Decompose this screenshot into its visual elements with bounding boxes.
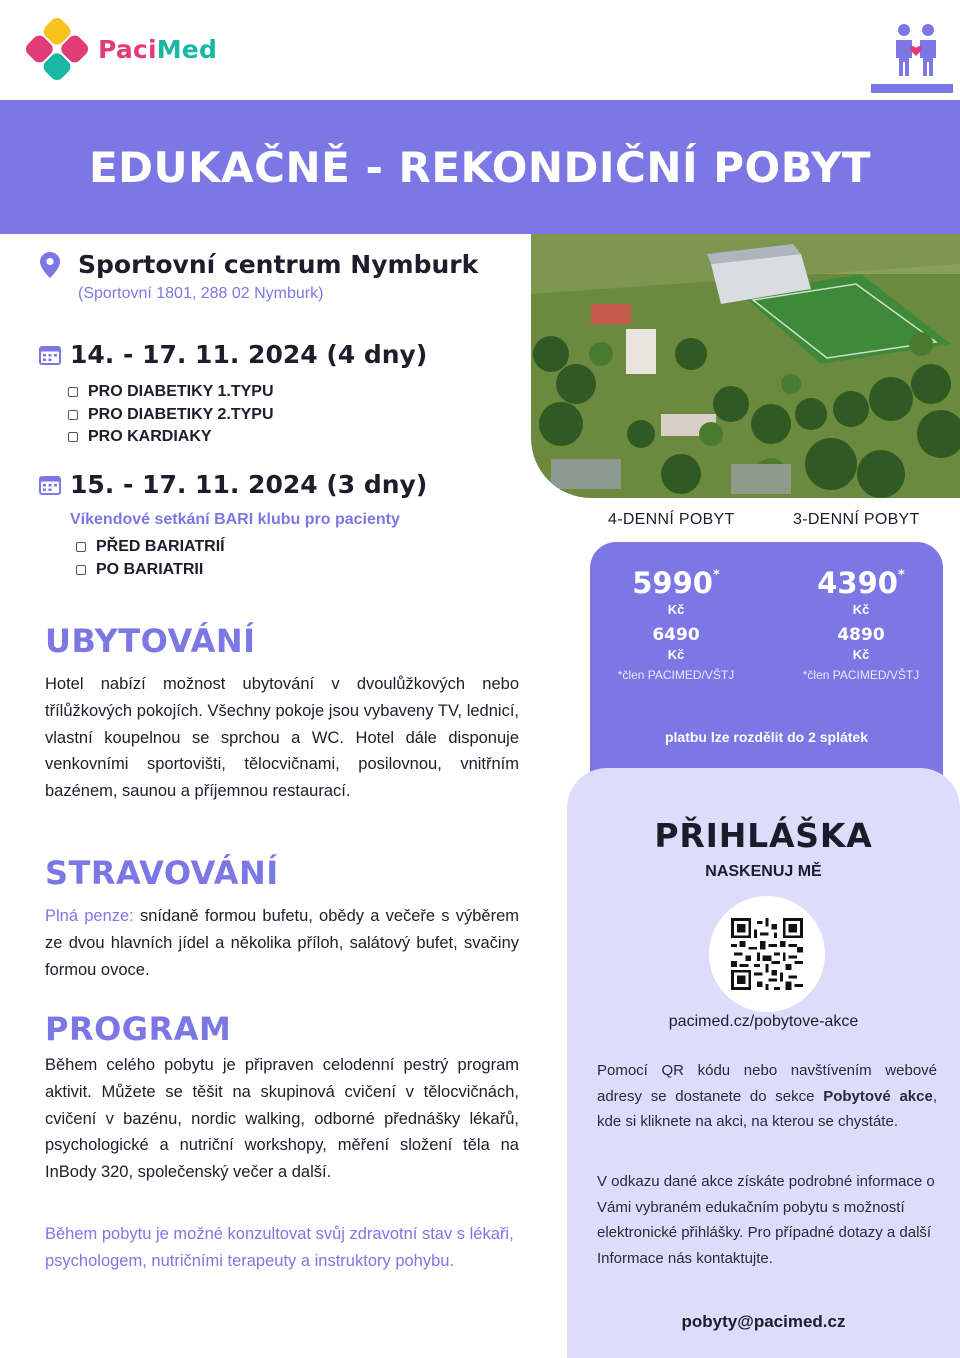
regular-price: 4890 — [837, 625, 885, 645]
list-item — [76, 559, 225, 582]
price-col-1-label: 4-DENNÍ POBYT — [608, 511, 735, 528]
program-text: Během celého pobytu je připraven celodenní pestrý program aktivit. Můžete se těšit na skupinová cvičení v tělocvičnách, cvičení v bazénu, nordic walking, odborné přednášky lékařů, psychologické a nutriční workshopy, měření složení těla na InBody 320, společenský večer a další. — [45, 1056, 519, 1182]
stay-1-dates — [38, 340, 427, 369]
stay-1-date-text: 14. - 17. 11. 2024 (4 dny) — [70, 340, 428, 369]
checkbox-icon — [76, 565, 86, 575]
catering-heading: STRAVOVÁNÍ — [45, 854, 279, 892]
price-box — [590, 542, 943, 782]
list-item — [68, 404, 274, 427]
signup-url[interactable]: pacimed.cz/pobytove-akce — [668, 1013, 859, 1030]
checkbox-icon — [76, 542, 86, 552]
bari-club-subtitle: Víkendové setkání BARI klubu pro pacienty — [70, 511, 400, 528]
brand-name-part2: Med — [156, 34, 218, 64]
currency-label: Kč — [667, 602, 685, 617]
currency-label: Kč — [852, 647, 870, 662]
stay-2-date-text: 15. - 17. 11. 2024 (3 dny) — [70, 470, 428, 499]
catering-body: snídaně formou bufetu, obědy a večeře s výběrem ze dvou hlavních jídel a několika příloh, salátový bufet, svačiny formou ovoce. — [45, 907, 519, 979]
program-heading: PROGRAM — [45, 1010, 232, 1048]
member-note: *člen PACIMED/VŠTJ — [802, 668, 920, 682]
price-col-1 — [596, 566, 756, 682]
program-note: Během pobytu je možné konzultovat svůj zdravotní stav s lékaři, psychologem, nutričními terapeuty a instruktory pohybu. — [45, 1225, 514, 1270]
list-item — [68, 381, 274, 404]
member-note: *člen PACIMED/VŠTJ — [617, 668, 735, 682]
signup-instructions: Pomocí QR kódu nebo navštívením webové adresy se dostanete do sekce Pobytové akce, kde si kliknete na akci, na kterou se chystáte. — [597, 1062, 937, 1130]
list-item — [68, 426, 274, 449]
checkbox-icon — [68, 432, 78, 442]
section-name: Pobytové akce — [823, 1087, 933, 1105]
venue-name: Sportovní centrum Nymburk — [78, 250, 479, 279]
checkbox-icon — [68, 410, 78, 420]
list-item — [76, 536, 225, 559]
title-banner — [0, 100, 960, 234]
stay-2-dates — [38, 470, 427, 499]
signup-card — [567, 768, 960, 1358]
accommodation-heading: UBYTOVÁNÍ — [45, 622, 256, 660]
calendar-icon — [38, 473, 62, 497]
brand-name-part1: Paci — [98, 34, 157, 64]
family-icon — [888, 22, 944, 78]
price-col-2-label: 3-DENNÍ POBYT — [793, 511, 920, 528]
accommodation-text: Hotel nabízí možnost ubytování v dvoulůžkových nebo třílůžkových pokojích. Všechny pokoje jsou vybaveny TV, lednicí, vlastní koupelnou se sprchou a WC. Hotel dále disponuje venkovními sportovišti, tělocvičnami, posilovnou, vnitřním bazénem, saunou a příjemnou restaurací. — [45, 675, 519, 801]
option-label: PŘED BARIATRIÍ — [96, 538, 225, 556]
option-label: PRO DIABETIKY 1.TYPU — [88, 383, 274, 401]
pacimed-logo[interactable] — [22, 14, 217, 84]
contact-email[interactable]: pobyty@pacimed.cz — [681, 1312, 846, 1331]
page-title: EDUKAČNĚ - REKONDIČNÍ POBYT — [88, 142, 872, 192]
checkbox-icon — [68, 387, 78, 397]
option-label: PRO DIABETIKY 2.TYPU — [88, 405, 274, 423]
member-price: 5990* — [632, 566, 720, 600]
catering-lead: Plná penze: — [45, 907, 134, 925]
venue-address: (Sportovní 1801, 288 02 Nymburk) — [78, 285, 324, 302]
calendar-icon — [38, 343, 62, 367]
currency-label: Kč — [852, 602, 870, 617]
option-label: PRO KARDIAKY — [88, 428, 212, 446]
signup-details: V odkazu dané akce získáte podrobné informace o Vámi vybraném edukačním pobytu s možností elektronické přihlášky. Pro případné dotazy a další Informace nás kontaktujte. — [597, 1173, 935, 1267]
currency-label: Kč — [667, 647, 685, 662]
stay-1-options — [68, 381, 274, 449]
member-price: 4390* — [817, 566, 905, 600]
brand-name — [98, 35, 217, 64]
signup-title: PŘIHLÁŠKA — [654, 816, 873, 855]
location-pin-icon — [40, 252, 60, 278]
pacimed-logo-mark-icon — [22, 14, 92, 84]
regular-price: 6490 — [652, 625, 700, 645]
location-block — [40, 250, 520, 303]
header-accent-bar — [871, 84, 953, 93]
price-col-2 — [781, 566, 941, 682]
scan-label: NASKENUJ MĚ — [705, 863, 822, 880]
installments-note: platbu lze rozdělit do 2 splátek — [664, 729, 869, 745]
catering-text — [45, 903, 519, 983]
qr-code[interactable] — [709, 896, 825, 1012]
qr-code-icon — [731, 918, 803, 990]
venue-aerial-photo — [531, 234, 960, 498]
stay-2-options — [76, 536, 225, 581]
option-label: PO BARIATRII — [96, 560, 204, 578]
